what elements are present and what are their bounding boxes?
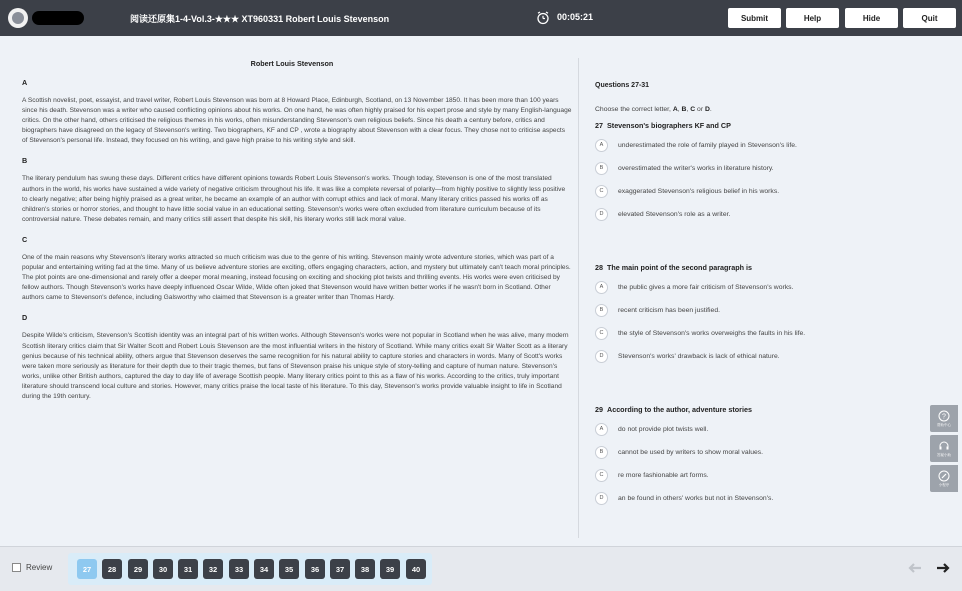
option-radio[interactable]: A xyxy=(595,423,608,436)
top-bar xyxy=(0,0,962,36)
question-29 xyxy=(595,405,915,505)
question-range: Questions 27-31 xyxy=(595,82,650,89)
option-b[interactable]: B overestimated the writer's works in literature history. xyxy=(595,161,915,175)
submit-button[interactable]: Submit xyxy=(728,8,781,28)
question-28 xyxy=(595,263,915,363)
username-redacted xyxy=(32,11,84,25)
review-checkbox[interactable] xyxy=(12,563,52,572)
paragraph: Despite Wilde's criticism, Stevenson's Scottish identity was an integral part of his written works. Although Stevenson's works were not popular in Scotland when he was alive, many modern Scottish literary critics claim that Sir Walter Scott and Robert Louis Stevenson are the most influential writers in the history of Scotland. While many critics exalt Sir Walter Scott as a literary genius because of his technical ability, others argue that Stevenson deserves the same recognition for his natural ability to capture stories and characters in words. Many of Scott's works were taken more seriously as literature for their depth due to their tragic themes, but fans of Stevenson praise his unique style of story-telling and capture of human nature. Stevenson's works, unlike other British authors, captured the day to day life of average Scottish people. Many literary critics point to this as a flaw of his works. According to the critics, truly important literature should transcend local culture and stories. However, many critics praise the local taste of his literature. To this day, Stevenson's works provide valuable insight to life in Scotland during the 19th century. xyxy=(22,332,569,400)
question-nav-28[interactable]: 28 xyxy=(102,559,122,579)
question-title: 27 Stevenson's biographers KF and CP xyxy=(595,121,731,130)
reading-passage[interactable] xyxy=(12,56,572,544)
pane-divider[interactable] xyxy=(578,58,579,538)
paragraph: A Scottish novelist, poet, essayist, and travel writer, Robert Louis Stevenson was born at 8 Howard Place, Edinburgh, Scotland, on 13 November 1850. It has been more than 100 years since his death. Stevenson was a writer who caused conflicting opinions about his works. On one hand, he was often highly praised for his expert prose and style by many English-language critics. On the other hand, others criticised the religious themes in his works, often misunderstanding Stevenson's own religious beliefs. Since his death a century before, critics and biographers have disagreed on the legacy of Stevenson's writing. Two biographers, KF and CP , wrote a biography about Stevenson with a clear focus. They chose not to criticise aspects of Stevenson's personal life. Instead, they focused on his writing, and gave high praise to his writing style and skill. xyxy=(22,97,572,145)
next-button[interactable] xyxy=(934,559,952,577)
headset-icon xyxy=(938,440,950,452)
passage-title: Robert Louis Stevenson xyxy=(250,59,334,68)
questions-panel xyxy=(595,82,915,502)
question-nav-27[interactable]: 27 xyxy=(77,559,97,579)
bottom-bar xyxy=(0,546,962,591)
question-nav-29[interactable]: 29 xyxy=(128,559,148,579)
paragraph: The literary pendulum has swung these days. Different critics have different opinions towards Robert Louis Stevenson's works. Though today, Stevenson is one of the most translated authors in the world, his works have sustained a wide variety of negative criticism throughout his life. It was like a complete reversal of polarity—from highly positive to slightly less positive to clearly negative; after being highly praised as a great writer, he became an example of an author with corrupt ethics and lack of moral. Many literary critics passed his works off as children's stories or horror stories, and thought to have little social value in an educational setting. Stevenson's works were often excluded from literature curriculum because of its controversial nature. These debates remain, and many critics still assert that despite his skill, his literary works still lack moral value. xyxy=(22,175,566,223)
section-letter: D xyxy=(22,313,28,323)
quit-button[interactable]: Quit xyxy=(903,8,956,28)
previous-button[interactable] xyxy=(906,559,924,577)
question-nav-37[interactable]: 37 xyxy=(330,559,350,579)
section-letter: C xyxy=(22,234,28,244)
option-d[interactable]: D elevated Stevenson's role as a writer. xyxy=(595,207,915,221)
option-b[interactable]: B cannot be used by writers to show moral values. xyxy=(595,445,915,459)
paragraph: One of the main reasons why Stevenson's literary works attracted so much criticism was due to the genre of his writing. Stevenson mainly wrote adventure stories, which was part of a popular and entertaining writing fad at the time. Many of us believe adventure stories are exciting, offers engaging characters, action, and mystery but ultimately can't teach moral principles. The plot points are one-dimensional and rarely offer a deeper moral meaning, instead focusing on exciting and shocking plot twists and thrilling events. His works were even criticised by fellow authors. Though Stevenson's works have deeply influenced Oscar Wilde, Wilde often joked that Stevenson would have written better works if he wasn't born in Scotland. Other authors came to Stevenson's defence, including Galsworthy who claimed that Stevenson is a greater writer than Thomas Hardy. xyxy=(22,253,571,302)
option-radio[interactable]: C xyxy=(595,185,608,198)
question-nav-39[interactable]: 39 xyxy=(380,559,400,579)
question-nav-33[interactable]: 33 xyxy=(229,559,249,579)
question-nav-40[interactable]: 40 xyxy=(406,559,426,579)
avatar xyxy=(8,8,28,28)
option-radio[interactable]: A xyxy=(595,139,608,152)
support-tool[interactable]: 答疑小助 xyxy=(930,435,958,462)
user-icon xyxy=(12,12,24,24)
option-b[interactable]: B recent criticism has been justified. xyxy=(595,303,915,317)
question-nav-32[interactable]: 32 xyxy=(203,559,223,579)
test-title: 阅读还原集1-4-Vol.3-★★★ XT960331 Robert Louis Stevenson xyxy=(130,14,390,24)
timer-icon xyxy=(536,11,550,25)
option-radio[interactable]: C xyxy=(595,469,608,482)
question-nav-30[interactable]: 30 xyxy=(153,559,173,579)
arrow-left-icon xyxy=(908,563,922,573)
option-c[interactable]: C the style of Stevenson's works overweighs the faults in his life. xyxy=(595,326,915,340)
option-d[interactable]: D an be found in others' works but not in Stevenson's. xyxy=(595,491,915,505)
help-circle-icon xyxy=(938,410,950,422)
option-c[interactable]: C exaggerated Stevenson's religious belief in his works. xyxy=(595,184,915,198)
content-area xyxy=(0,36,962,546)
review-label: Review xyxy=(26,563,53,572)
question-title: 29 According to the author, adventure stories xyxy=(595,405,752,414)
section-letter: A xyxy=(22,78,28,87)
section-letter: B xyxy=(22,156,28,166)
option-radio[interactable]: C xyxy=(595,327,608,340)
question-nav-38[interactable]: 38 xyxy=(355,559,375,579)
option-radio[interactable]: D xyxy=(595,350,608,363)
question-instruction: Choose the correct letter, A, B, C or D. xyxy=(595,106,712,113)
option-radio[interactable]: B xyxy=(595,446,608,459)
question-nav-31[interactable]: 31 xyxy=(178,559,198,579)
option-a[interactable]: A the public gives a more fair criticism of Stevenson's works. xyxy=(595,280,915,294)
mini-program-tool[interactable]: 小程序 xyxy=(930,465,958,492)
option-a[interactable]: A do not provide plot twists well. xyxy=(595,422,915,436)
question-27 xyxy=(595,121,915,221)
hide-button[interactable]: Hide xyxy=(845,8,898,28)
question-nav-34[interactable]: 34 xyxy=(254,559,274,579)
option-radio[interactable]: B xyxy=(595,304,608,317)
question-nav-36[interactable]: 36 xyxy=(305,559,325,579)
option-d[interactable]: D Stevenson's works' drawback is lack of ethical nature. xyxy=(595,349,915,363)
arrow-right-icon xyxy=(936,563,950,573)
svg-text:?: ? xyxy=(942,413,946,421)
option-radio[interactable]: A xyxy=(595,281,608,294)
help-button[interactable]: Help xyxy=(786,8,839,28)
checkbox-icon[interactable] xyxy=(12,563,21,572)
countdown-timer: 00:05:21 xyxy=(557,12,594,22)
option-radio[interactable]: D xyxy=(595,492,608,505)
question-title: 28 The main point of the second paragraph is xyxy=(595,263,752,272)
side-toolbar xyxy=(930,405,958,495)
help-center-tool[interactable]: ? 帮助中心 xyxy=(930,405,958,432)
option-radio[interactable]: D xyxy=(595,208,608,221)
option-radio[interactable]: B xyxy=(595,162,608,175)
option-c[interactable]: C re more fashionable art forms. xyxy=(595,468,915,482)
option-a[interactable]: A underestimated the role of family played in Stevenson's life. xyxy=(595,138,915,152)
pen-icon xyxy=(938,470,950,482)
question-nav-35[interactable]: 35 xyxy=(279,559,299,579)
question-navigator xyxy=(68,553,432,585)
